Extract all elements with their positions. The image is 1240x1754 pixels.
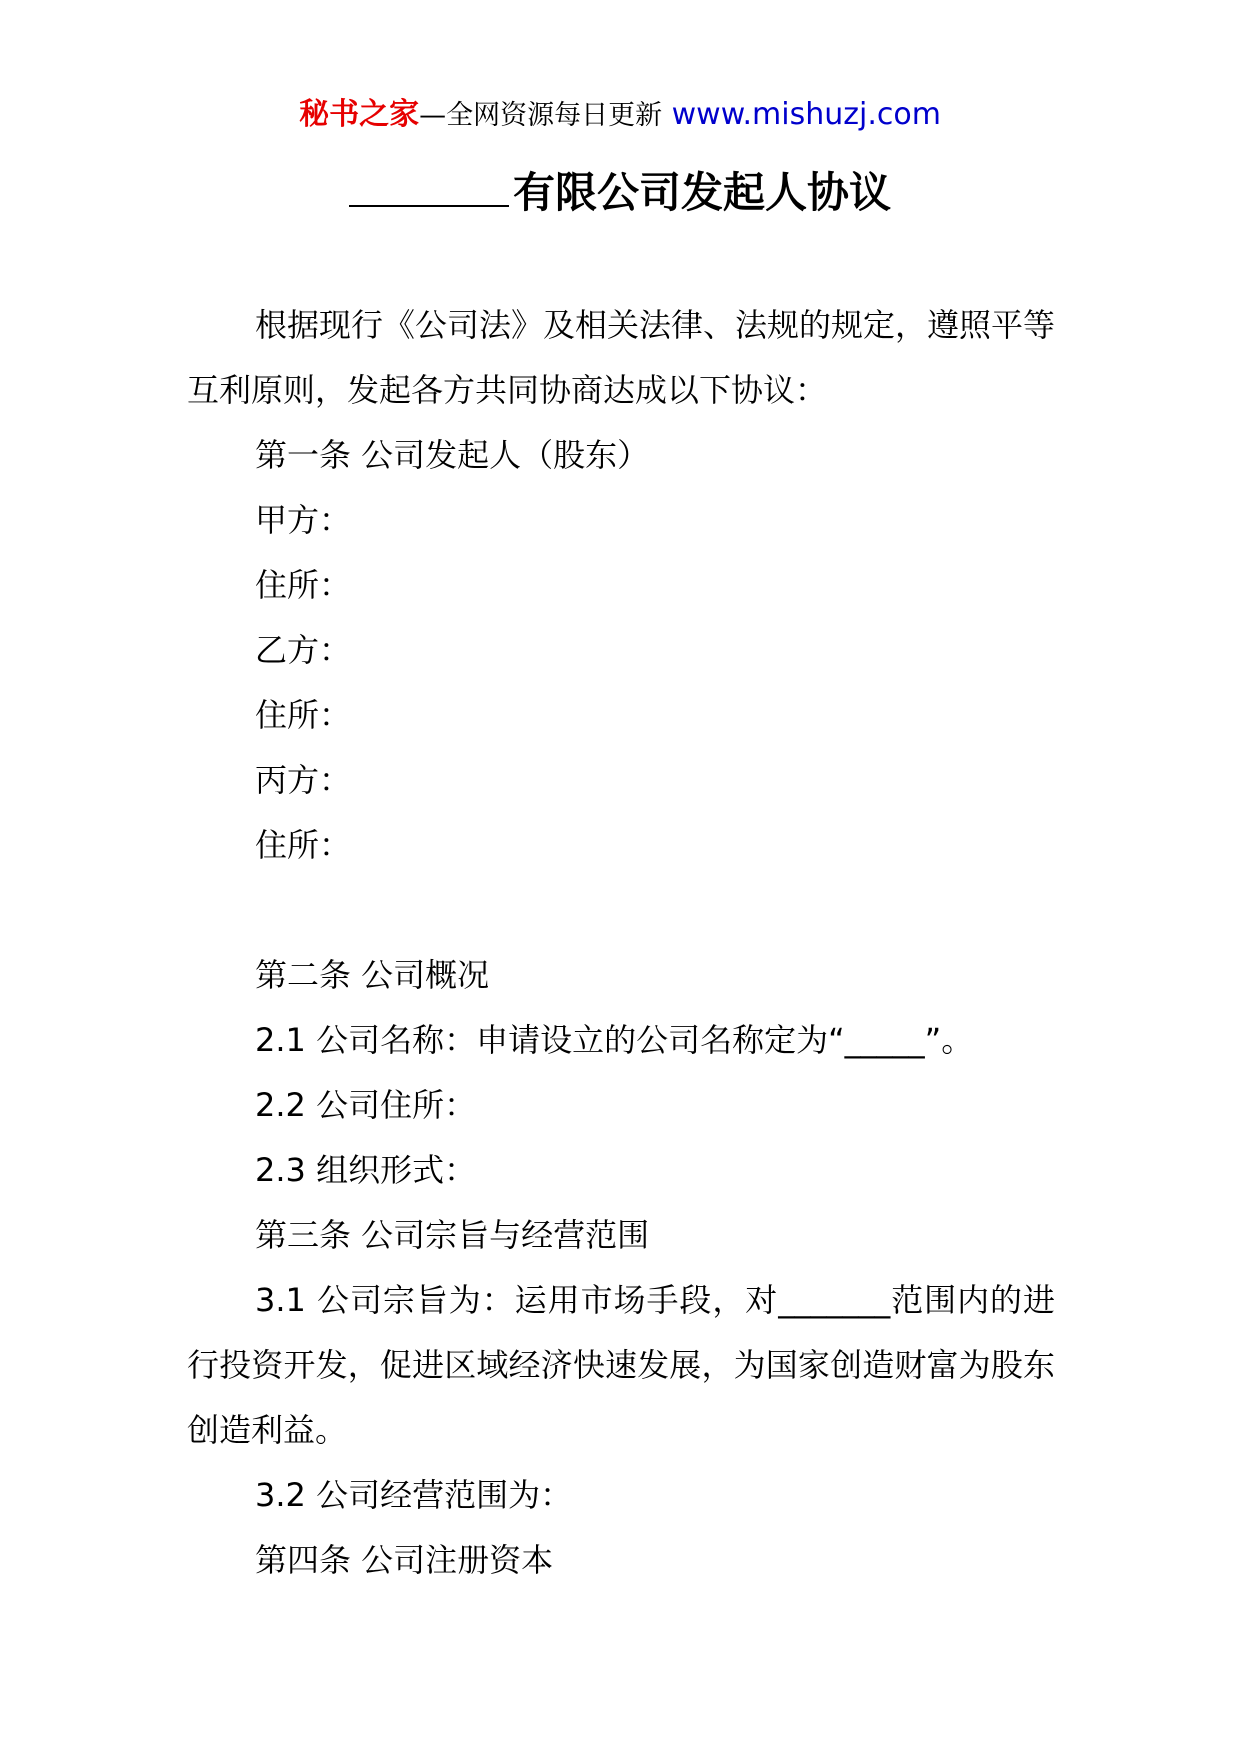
item-2-1: 2.1 公司名称：申请设立的公司名称定为“_____”。 (255, 1021, 974, 1059)
document-body (187, 293, 1055, 1593)
item-3-1: 3.1 公司宗旨为：运用市场手段，对_______范围内的进行投资开发，促进区域经济快速发展，为国家创造财富为股东创造利益。 (187, 1281, 1055, 1449)
document-title (0, 165, 1240, 221)
party-a-address-line: 住所： (255, 566, 352, 604)
party-b-address-line: 住所： (255, 696, 352, 734)
site-url-link[interactable]: www.mishuzj.com (671, 97, 941, 132)
site-header (0, 95, 1240, 136)
article-4-heading: 第四条 公司注册资本 (255, 1541, 554, 1579)
site-tagline: —全网资源每日更新 (419, 100, 663, 131)
party-c-address-line: 住所： (255, 826, 352, 864)
article-3-heading: 第三条 公司宗旨与经营范围 (255, 1216, 650, 1254)
document-title-text: 有限公司发起人协议 (512, 168, 891, 217)
item-3-2: 3.2 公司经营范围为： (255, 1476, 573, 1514)
item-2-3: 2.3 组织形式： (255, 1151, 477, 1189)
article-2-heading: 第二条 公司概况 (255, 956, 490, 994)
intro-paragraph: 根据现行《公司法》及相关法律、法规的规定，遵照平等互利原则，发起各方共同协商达成以下协议： (187, 306, 1055, 409)
brand-name: 秘书之家 (299, 97, 420, 132)
party-b-line: 乙方： (255, 631, 352, 669)
party-a-line: 甲方： (255, 501, 352, 539)
company-name-blank (349, 167, 509, 207)
item-2-2: 2.2 公司住所： (255, 1086, 477, 1124)
blank-line (187, 878, 1055, 943)
party-c-line: 丙方： (255, 761, 352, 799)
article-1-heading: 第一条 公司发起人（股东） (255, 436, 650, 474)
